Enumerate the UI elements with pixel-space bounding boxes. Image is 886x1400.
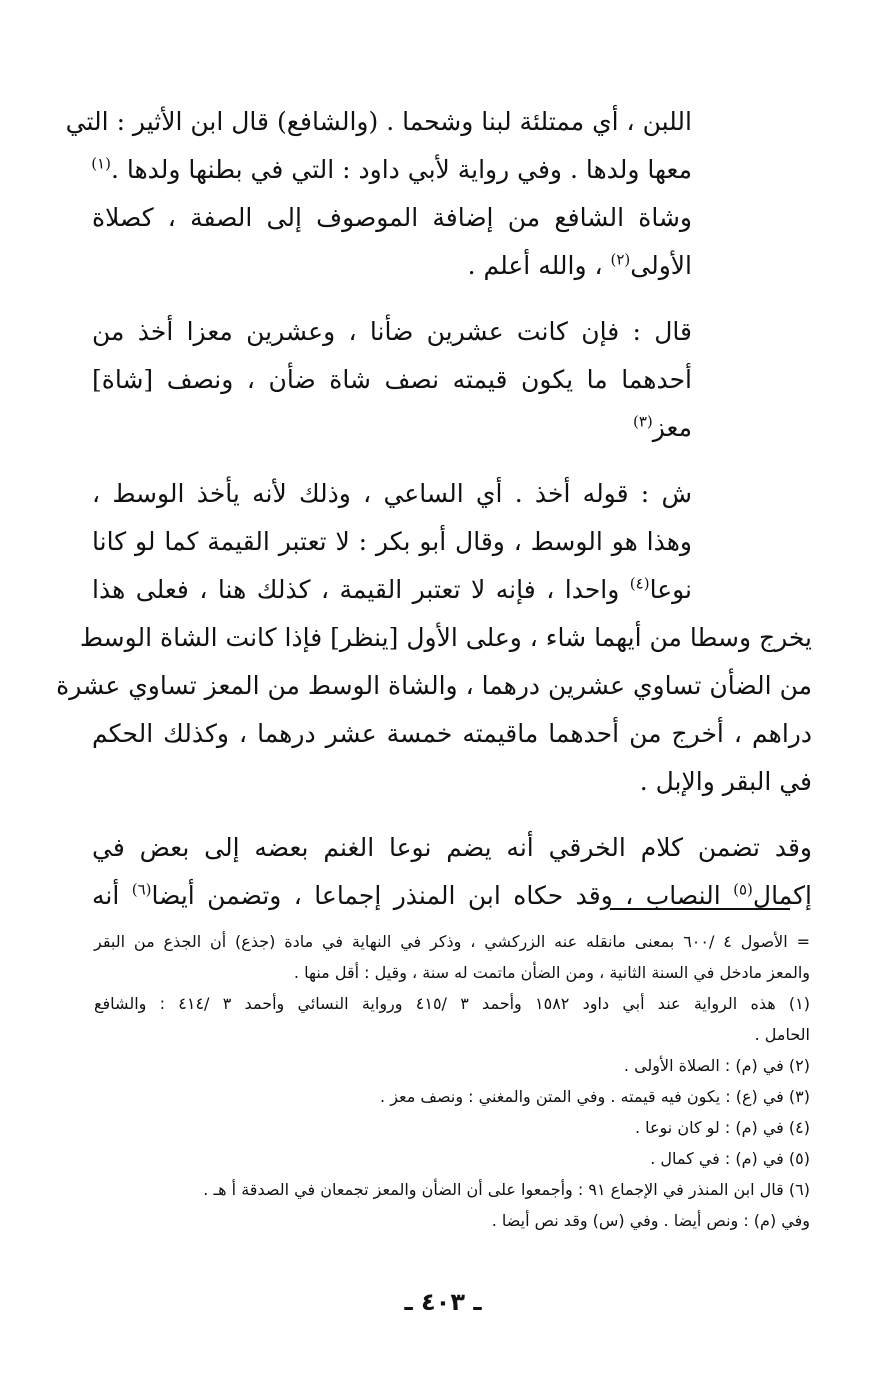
text-line: إكمال$^{(٥)}$ النصاب ، وقد حكاه ابن المنذر إجماعا ، وتضمن أيضا$^{(٦)}$ أنه <box>92 880 812 910</box>
text-line: اللبن ، أي ممتلئة لبنا وشحما . (والشافع) قال ابن الأثير : التي <box>65 107 692 136</box>
text-line: وشاة الشافع من إضافة الموصوف إلى الصفة ، كصلاة <box>92 203 692 232</box>
footnote-1: (١) هذه الرواية عند أبي داود ١٥٨٢ وأحمد ٣ /٤١٥ ورواية النسائي وأحمد ٣ /٤١٤ : والشافع <box>94 994 810 1013</box>
paragraph-2 <box>92 308 812 452</box>
footnote-ref-4: (٤) <box>629 574 650 593</box>
footnote-continuation: = الأصول ٤ /٦٠٠ بمعنى مانقله عنه الزركشي ، وذكر في النهاية في مادة (جذع) أن الجذع من البقر <box>94 932 811 951</box>
paragraph-1 <box>65 98 812 290</box>
paragraph-3-indented <box>92 470 812 614</box>
text-line: يخرج وسطا من أيهما شاء ، وعلى الأول [ينظر] فإذا كانت الشاة الوسط <box>79 623 812 652</box>
paragraph-4 <box>92 824 812 920</box>
footnote-3: (٣) في (ع) : يكون فيه قيمته . وفي المتن والمغني : ونصف معز . <box>380 1087 810 1106</box>
main-text <box>56 98 812 920</box>
text-line: وهذا هو الوسط ، وقال أبو بكر : لا تعتبر القيمة كما لو كانا <box>92 527 692 556</box>
footnote-ref-5: (٥) <box>733 880 753 899</box>
text-line: معز$^{(٣)}$ <box>632 412 692 442</box>
page-number: ـ ٤٠٣ ـ <box>404 1288 482 1316</box>
text-line: في البقر والإبل . <box>639 767 812 796</box>
footnote-ref-6: (٦) <box>131 880 152 899</box>
text-line: وقد تضمن كلام الخرقي أنه يضم نوعا الغنم بعضه إلى بعض في <box>92 833 812 862</box>
footnote-ref-3: (٣) <box>632 412 653 431</box>
text-line: الأولى$^{(٢)}$ ، والله أعلم . <box>467 250 692 280</box>
text-line: من الضأن تساوي عشرين درهما ، والشاة الوسط من المعز تساوي عشرة <box>56 671 812 700</box>
text-line: أحدهما ما يكون قيمته نصف شاة ضأن ، ونصف [شاة] <box>92 365 692 394</box>
footnote-separator <box>610 908 790 910</box>
text-line: دراهم ، أخرج من أحدهما ماقيمته خمسة عشر درهما ، وكذلك الحكم <box>92 719 812 748</box>
text-line: قال : فإن كانت عشرين ضأنا ، وعشرين معزا أخذ من <box>92 317 692 346</box>
text-line: ش : قوله أخذ . أي الساعي ، وذلك لأنه يأخذ الوسط ، <box>92 479 692 508</box>
footnote-continuation: والمعز مادخل في السنة الثانية ، ومن الضأن ماتمت له سنة ، وقيل : أقل منها . <box>293 963 810 982</box>
footnote-4: (٤) في (م) : لو كان نوعا . <box>634 1118 810 1137</box>
footnote-6: (٦) قال ابن المنذر في الإجماع ٩١ : وأجمعوا على أن الضأن والمعز تجمعان في الصدقة أ هـ . <box>203 1180 810 1199</box>
footnote-ref-2: (٢) <box>610 250 631 269</box>
footnotes <box>94 926 810 1236</box>
footnote-2: (٢) في (م) : الصلاة الأولى . <box>623 1056 810 1075</box>
text-line: معها ولدها . وفي رواية لأبي داود : التي في بطنها ولدها .$^{(١)}$ <box>91 154 692 184</box>
paragraph-3 <box>56 470 812 806</box>
footnote-ref-1: (١) <box>91 154 111 173</box>
footnote-6-continued: وفي (م) : ونص أيضا . وفي (س) وقد نص أيضا . <box>491 1211 810 1230</box>
text-line: نوعا$^{(٤)}$ واحدا ، فإنه لا تعتبر القيمة ، كذلك هنا ، فعلى هذا <box>92 574 692 604</box>
footnote-5: (٥) في (م) : في كمال . <box>650 1149 810 1168</box>
footnote-1-continued: الحامل . <box>754 1025 810 1044</box>
